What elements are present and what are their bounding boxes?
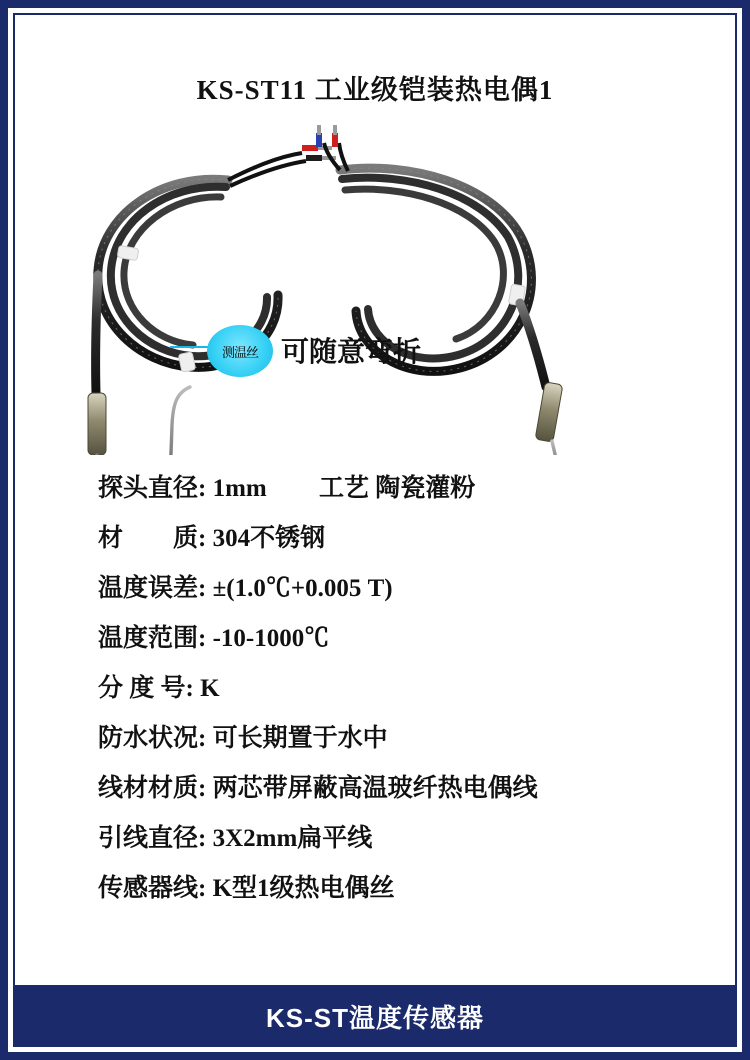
spec-value: -10-1000℃ [212, 625, 330, 652]
callout-text: 可随意弯折 [281, 337, 422, 368]
spec-value: 1mm [212, 475, 267, 502]
spec-row [98, 518, 708, 554]
spec-value: 3X2mm扁平线 [212, 825, 373, 852]
spec-extra-label: 工艺 [318, 475, 369, 502]
spec-list [98, 468, 708, 918]
footer-label: KS-ST温度传感器 [265, 1002, 484, 1033]
spec-row [98, 818, 708, 854]
thermocouple-illustration [40, 125, 710, 455]
spec-label: 引线直径: [98, 825, 207, 852]
spec-value: 两芯带屏蔽高温玻纤热电偶线 [212, 775, 538, 802]
product-photo [40, 125, 710, 455]
spec-row [98, 468, 708, 504]
spec-label: 传感器线: [98, 875, 207, 902]
spec-row [98, 668, 708, 704]
connector-blue-right [316, 133, 322, 147]
page-title: KS-ST11 工业级铠装热电偶1 [196, 75, 554, 105]
right-sensor-assembly [316, 125, 564, 455]
sensor-wire-left [97, 387, 190, 455]
spec-value: ±(1.0℃+0.005 T) [212, 575, 393, 602]
spec-label: 分 度 号: [98, 675, 194, 702]
spec-label: 材 质: [98, 525, 207, 552]
spec-value: K型1级热电偶丝 [212, 875, 395, 902]
spec-row [98, 618, 708, 654]
callout-badge-label: 测温丝 [221, 344, 258, 360]
spec-extra-value: 陶瓷灌粉 [375, 475, 476, 502]
left-sensor-assembly [88, 145, 336, 455]
spec-row [98, 868, 708, 904]
sensor-wire-right [552, 441, 564, 455]
spec-row [98, 768, 708, 804]
spec-label: 温度误差: [98, 575, 207, 602]
spec-value: K [200, 675, 220, 702]
spec-label: 防水状况: [98, 725, 207, 752]
spec-label: 温度范围: [98, 625, 207, 652]
footer-banner [13, 985, 737, 1047]
spec-label: 线材材质: [98, 775, 207, 802]
spec-value: 可长期置于水中 [212, 725, 388, 752]
spec-label: 探头直径: [98, 475, 207, 502]
probe-body-right [535, 382, 563, 442]
probe-body-left [88, 393, 106, 455]
connector-red-right [332, 133, 338, 147]
connector-black-left [306, 155, 322, 161]
spec-value: 304不锈钢 [212, 525, 326, 552]
connector-red-left [302, 145, 318, 151]
spec-row [98, 568, 708, 604]
callout-badge [207, 325, 273, 377]
spec-row [98, 718, 708, 754]
